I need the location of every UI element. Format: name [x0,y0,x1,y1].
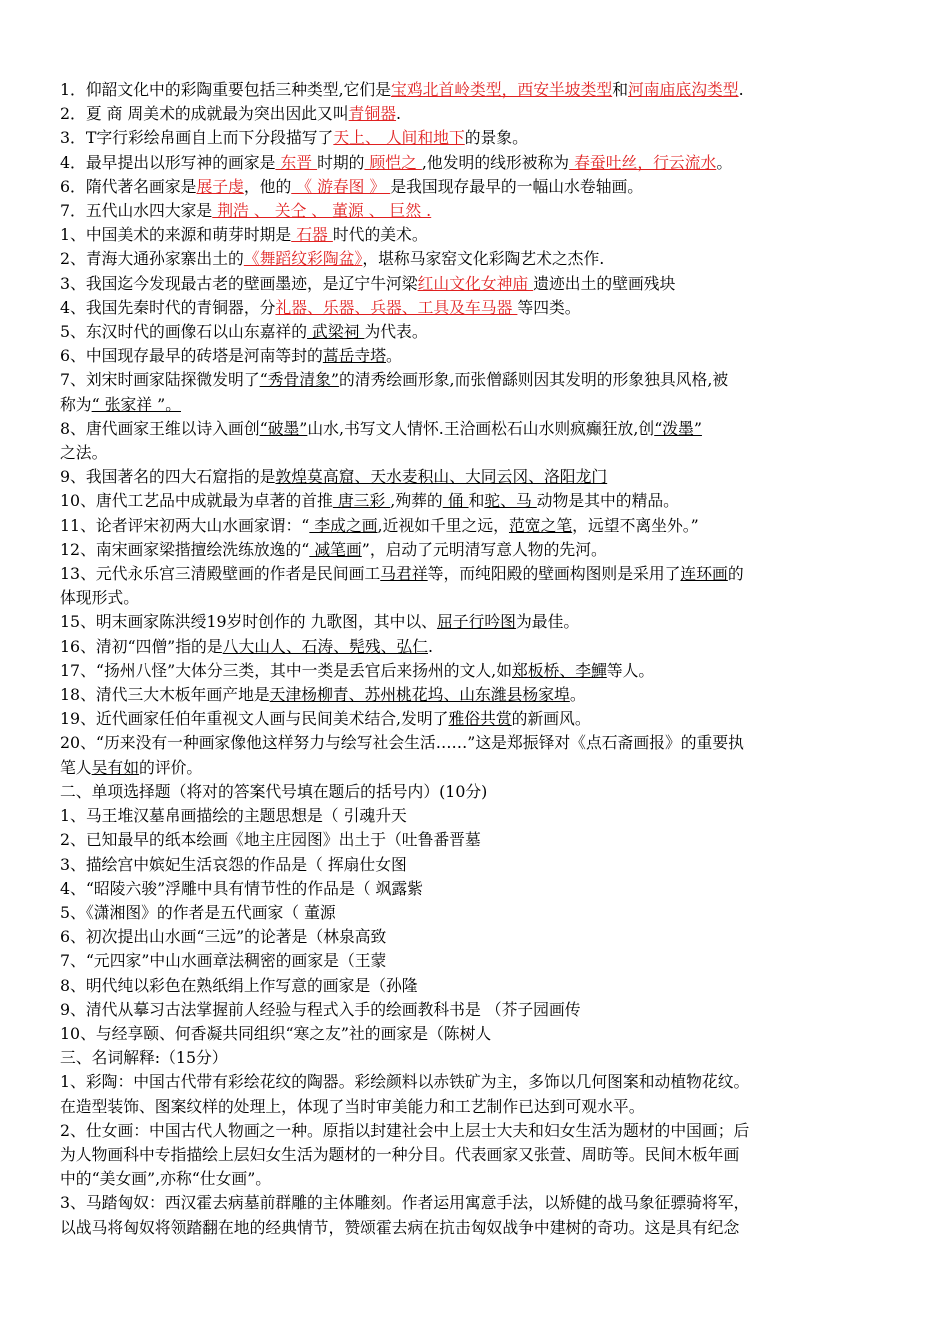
text-line [60,514,890,538]
line-text: 7、刘宋时画家陆探微发明了 [60,370,260,390]
line-text: 二、单项选择题（将对的答案代号填在题后的括号内）(10分) [60,781,488,801]
line-text: 8、明代纯以彩色在熟纸绢上作写意的画家是（孙隆 [60,975,418,995]
text-line [60,441,890,465]
line-text: 16、清初“四僧”指的是 [60,636,223,656]
answer-text: 吴有如 [91,757,140,777]
line-text: ,近视如千里之远， [377,515,509,535]
text-line [60,465,890,489]
line-text: 6．隋代著名画家是 [60,176,197,196]
text-line [60,102,890,126]
answer-text-red: 荆浩 、 关仝 、 董源 、 巨然 . [212,201,432,221]
answer-text-red: 宝鸡北首岭类型，西安半坡类型 [391,80,613,99]
line-text: 3、马踏匈奴：西汉霍去病墓前群雕的主体雕刻。作者运用寓意手法，以矫健的战马象征骠骑将军， [60,1193,750,1213]
line-text: 称为 [60,394,92,414]
line-text: 动物是其中的精品。 [536,491,679,511]
text-line [60,368,890,392]
text-line [60,1191,890,1215]
answer-text: “秀骨清象” [259,370,339,390]
answer-text-red: 东晋 [275,152,318,172]
answer-text-red: 天上、 人间和地下 [333,128,465,148]
line-text: . [396,104,402,124]
line-text: 10、与经享颐、何香凝共同组织“寒之友”社的画家是（陈树人 [60,1023,492,1043]
text-line [60,756,890,780]
line-text: ，远望不离坐外。” [572,515,699,535]
line-text: 4、我国先秦时代的青铜器，分 [60,297,276,317]
line-text: 体现形式。 [60,588,139,608]
line-text: 等，而纯阳殿的壁画构图则是采用了 [427,564,681,584]
text-line [60,393,890,417]
text-line [60,1070,890,1094]
line-text: 为代表。 [364,322,428,342]
text-line [60,901,890,925]
text-line [60,610,890,634]
text-line [60,1119,890,1143]
text-line [60,538,890,562]
line-text: 以战马将匈奴将领踏翻在地的经典情节，赞颂霍去病在抗击匈奴战争中建树的奇功。这是具有纪念 [60,1217,740,1237]
text-line [60,296,890,320]
line-text: ，他的 [243,176,292,196]
line-text: 为人物画科中专指描绘上层妇女生活为题材的一种分目。代表画家又张萱、周昉等。民间木板年画 [60,1144,740,1164]
answer-text: “破墨” [259,418,308,438]
line-text: 的清秀绘画形象,而张僧繇则因其发明的形象独具风格,被 [338,370,729,390]
text-line [60,272,890,296]
answer-text: 减笔画 [309,539,362,559]
text-line [60,1095,890,1119]
line-text: 4．最早提出以形写神的画家是 [60,152,276,172]
line-text: 和 [612,80,628,99]
line-text: 17、“扬州八怪”大体分三类，其中一类是丢官后来扬州的文人,如 [60,660,512,680]
answer-text-red: 《 游春图 》 [291,176,391,196]
text-line [60,247,890,271]
line-text: . [738,80,744,99]
line-text: 3、我国迄今发现最古老的壁画墨迹，是辽宁牛河梁 [60,273,418,293]
line-text: 7、“元四家”中山水画章法稠密的画家是（王蒙 [60,951,387,971]
line-text: 等人。 [606,660,655,680]
answer-text: “ 张家祥 ”。 [91,394,181,414]
answer-text-red: 顾恺之 [364,152,422,172]
line-text: 时代的美术。 [332,225,428,245]
line-text: 的新画风。 [511,709,591,729]
answer-text: 马君祥 [380,564,428,584]
answer-text: 雅俗共赏 [448,709,512,729]
text-line [60,635,890,659]
text-line [60,1022,890,1046]
answer-text: 范宽之笔 [508,515,573,535]
line-text: 2、仕女画：中国古代人物画之一种。原指以封建社会中上层士大夫和妇女生活为题材的中国画；后 [60,1120,750,1140]
line-text: 1．仰韶文化中的彩陶重要包括三种类型,它们是 [60,80,392,99]
text-line [60,1216,890,1240]
answer-text-red: 春蚕吐丝，行云流水 [569,152,717,172]
line-text: 之法。 [60,443,108,463]
line-text: 11、论者评宋初两大山水画家谓：“ [60,515,310,535]
answer-text-red: 红山文化女神庙 [417,273,534,293]
line-text: 笔人 [60,757,92,777]
line-text: 。 [386,346,402,366]
text-line [60,586,890,610]
line-text: 18、清代三大木板年画产地是 [60,685,270,705]
line-text: 1、中国美术的来源和萌芽时期是 [60,225,292,245]
line-text: 2、青海大通孙家寨出土的 [60,249,244,269]
text-line [60,780,890,804]
text-line [60,175,890,199]
line-text: 中的“美女画”,亦称“仕女画”。 [60,1169,272,1189]
text-line [60,78,890,102]
text-line [60,877,890,901]
line-text: 遗迹出土的壁画残块 [533,273,676,293]
line-text: 的景象。 [464,128,528,148]
answer-text: 武梁祠 [307,322,365,342]
text-line [60,683,890,707]
answer-text: 驼、马 [484,491,537,511]
answer-text: 屈子行吟图 [436,612,516,632]
answer-text-red: 展子虔 [196,176,244,196]
line-text: 15、明末画家陈洪绶19岁时创作的 九歌图，其中以、 [60,612,437,632]
text-line [60,562,890,586]
text-line [60,199,890,223]
line-text: 是我国现存最早的一幅山水卷轴画。 [390,176,644,196]
answer-text: 连环画 [680,564,728,584]
line-text: 9、我国著名的四大石窟指的是 [60,467,276,487]
text-line [60,853,890,877]
line-text: 8、唐代画家王维以诗入画创 [60,418,260,438]
text-line [60,320,890,344]
text-line [60,223,890,247]
text-line [60,344,890,368]
answer-text: 唐三彩 [332,491,391,511]
text-line [60,417,890,441]
line-text: ”，启动了元明清写意人物的先河。 [361,539,607,559]
line-text: 5、东汉时代的画像石以山东嘉祥的 [60,322,308,342]
line-text: 7．五代山水四大家是 [60,201,213,221]
answer-text-red: 石器 [291,225,333,245]
text-line [60,731,890,755]
answer-text-red: 《舞蹈纹彩陶盆》 [243,249,363,269]
answer-text: 郑板桥、李鱓 [512,660,607,680]
line-text: 3、描绘宫中嫔妃生活哀怨的作品是（ 挥扇仕女图 [60,854,407,874]
text-line [60,659,890,683]
line-text: 10、唐代工艺品中成就最为卓著的首推 [60,491,333,511]
line-text: 12、南宋画家梁揩擅绘洗练放逸的“ [60,539,310,559]
line-text: 6、中国现存最早的砖塔是河南等封的 [60,346,323,366]
text-line [60,489,890,513]
line-text: 的 [727,564,744,584]
line-text: 13、元代永乐宫三清殿壁画的作者是民间画工 [60,564,381,584]
line-text: ，堪称马家窑文化彩陶艺术之杰作. [362,249,605,269]
line-text: 4、“昭陵六骏”浮雕中具有情节性的作品是（ 飒露紫 [60,878,423,898]
text-line [60,998,890,1022]
line-text: 6、初次提出山水画“三远”的论著是（林泉高致 [60,927,387,947]
line-text: 等四类。 [517,297,581,317]
answer-text: 俑 [442,491,469,511]
line-text: 和 [468,491,485,511]
answer-text: “泼墨” [654,418,702,438]
text-line [60,1143,890,1167]
text-line [60,804,890,828]
text-line [60,1046,890,1070]
line-text: 1、彩陶：中国古代带有彩绘花纹的陶器。彩绘颜料以赤铁矿为主，多饰以几何图案和动植物花纹。 [60,1072,750,1092]
line-text: 的评价。 [139,757,203,777]
text-line [60,151,890,175]
answer-text: 蒿岳寺塔 [322,346,387,366]
answer-text: 李成之画 [309,515,378,535]
line-text: 5、《潇湘图》的作者是五代画家（ 董源 [60,902,336,922]
answer-text-red: 河南庙底沟类型 [628,80,739,99]
line-text: 为最佳。 [515,612,580,632]
answer-text-red: 礼器、乐器、兵器、工具及车马器 [275,297,518,317]
text-line [60,949,890,973]
line-text: ,他发明的线形被称为 [421,152,570,172]
line-text: 1、马王堆汉墓帛画描绘的主题思想是（ 引魂升天 [60,806,407,826]
line-text: 9、清代从摹习古法掌握前人经验与程式入手的绘画教科书是 （芥子园画传 [60,999,581,1019]
line-text: 。 [716,152,733,172]
line-text: 三、名词解释:（15分） [60,1048,228,1068]
text-line [60,126,890,150]
line-text: 3．T字行彩绘帛画自上而下分段描写了 [60,128,334,148]
line-text: 时期的 [317,152,365,172]
answer-text: 天津杨柳青、苏州桃花坞、山东潍县杨家埠 [269,685,570,705]
line-text: 在造型装饰、图案纹样的处理上，体现了当时审美能力和工艺制作已达到可观水平。 [60,1096,645,1116]
text-line [60,707,890,731]
answer-text: 八大山人、石涛、髡残、弘仁 [222,636,429,656]
line-text: 2．夏 商 周美术的成就最为突出因此又叫 [60,104,349,124]
answer-text: 敦煌莫高窟、天水麦积山、大同云冈、洛阳龙门 [275,467,608,487]
line-text: 。 [569,685,586,705]
answer-text-red: 青铜器 [348,104,397,124]
line-text: ,殉葬的 [390,491,443,511]
text-line [60,925,890,949]
line-text: 山水,书写文人情怀.王洽画松石山水则疯癫狂放,创 [307,418,655,438]
text-line [60,828,890,852]
line-text: 19、近代画家任伯年重视文人画与民间美术结合,发明了 [60,709,449,729]
line-text: . [428,636,434,656]
text-line [60,1167,890,1191]
line-text: 20、“历来没有一种画家像他这样努力与绘写社会生活……”这是郑振铎对《点石斋画报》的重要执 [60,733,744,753]
line-text: 2、已知最早的纸本绘画《地主庄园图》出土于（吐鲁番晋墓 [60,830,481,850]
text-line [60,974,890,998]
